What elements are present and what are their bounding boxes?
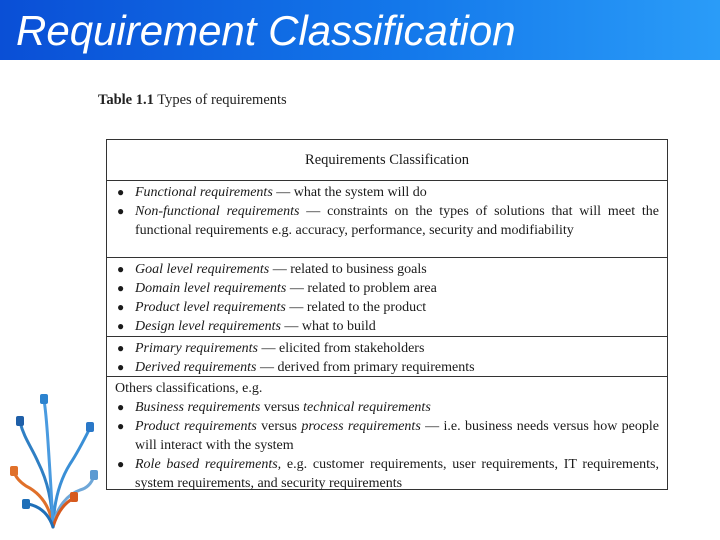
- list-item: ● Derived requirements — derived from primary requirements: [117, 360, 475, 375]
- list-item: ● Business requirements versus technical requirements: [117, 400, 431, 415]
- plug-icon: [22, 499, 30, 509]
- list-item: ● Goal level requirements — related to business goals: [117, 262, 427, 277]
- caption-label: Table 1.1: [98, 92, 154, 108]
- list-item: ● Product requirements versus process requirements — i.e. business needs versus how people will interact with the system: [117, 419, 659, 453]
- list-item: ● Primary requirements — elicited from stakeholders: [117, 341, 425, 356]
- title-bar: [0, 0, 720, 60]
- section-primary-derived: [107, 337, 667, 377]
- section-others: [107, 377, 667, 493]
- section-levels: [107, 258, 667, 337]
- network-cables-illustration: [8, 382, 98, 532]
- plug-icon: [86, 422, 94, 432]
- section-functional: [107, 181, 667, 258]
- list-item: ● Design level requirements — what to build: [117, 319, 376, 334]
- caption-text: Types of requirements: [157, 92, 287, 108]
- others-intro: Others classifications, e.g.: [115, 381, 263, 396]
- table-caption: [98, 92, 287, 109]
- plug-icon: [70, 492, 78, 502]
- list-item: ● Role based requirements, e.g. customer requirements, user requirements, IT requirements, system requirements, and security requirements: [117, 457, 659, 491]
- list-item: ● Functional requirements — what the system will do: [117, 185, 427, 200]
- list-item: ● Product level requirements — related to the product: [117, 300, 427, 315]
- requirements-table: [106, 139, 668, 490]
- plug-icon: [40, 394, 48, 404]
- plug-icon: [16, 416, 24, 426]
- plug-icon: [90, 470, 98, 480]
- table-header: Requirements Classification: [107, 140, 667, 181]
- slide-title: Requirement Classification: [16, 7, 516, 54]
- plug-icon: [10, 466, 18, 476]
- list-item: ● Non-functional requirements — constraints on the types of solutions that will meet the functional requirements e.g. accuracy, performance, security and modifiability: [117, 204, 660, 238]
- list-item: ● Domain level requirements — related to problem area: [117, 281, 437, 296]
